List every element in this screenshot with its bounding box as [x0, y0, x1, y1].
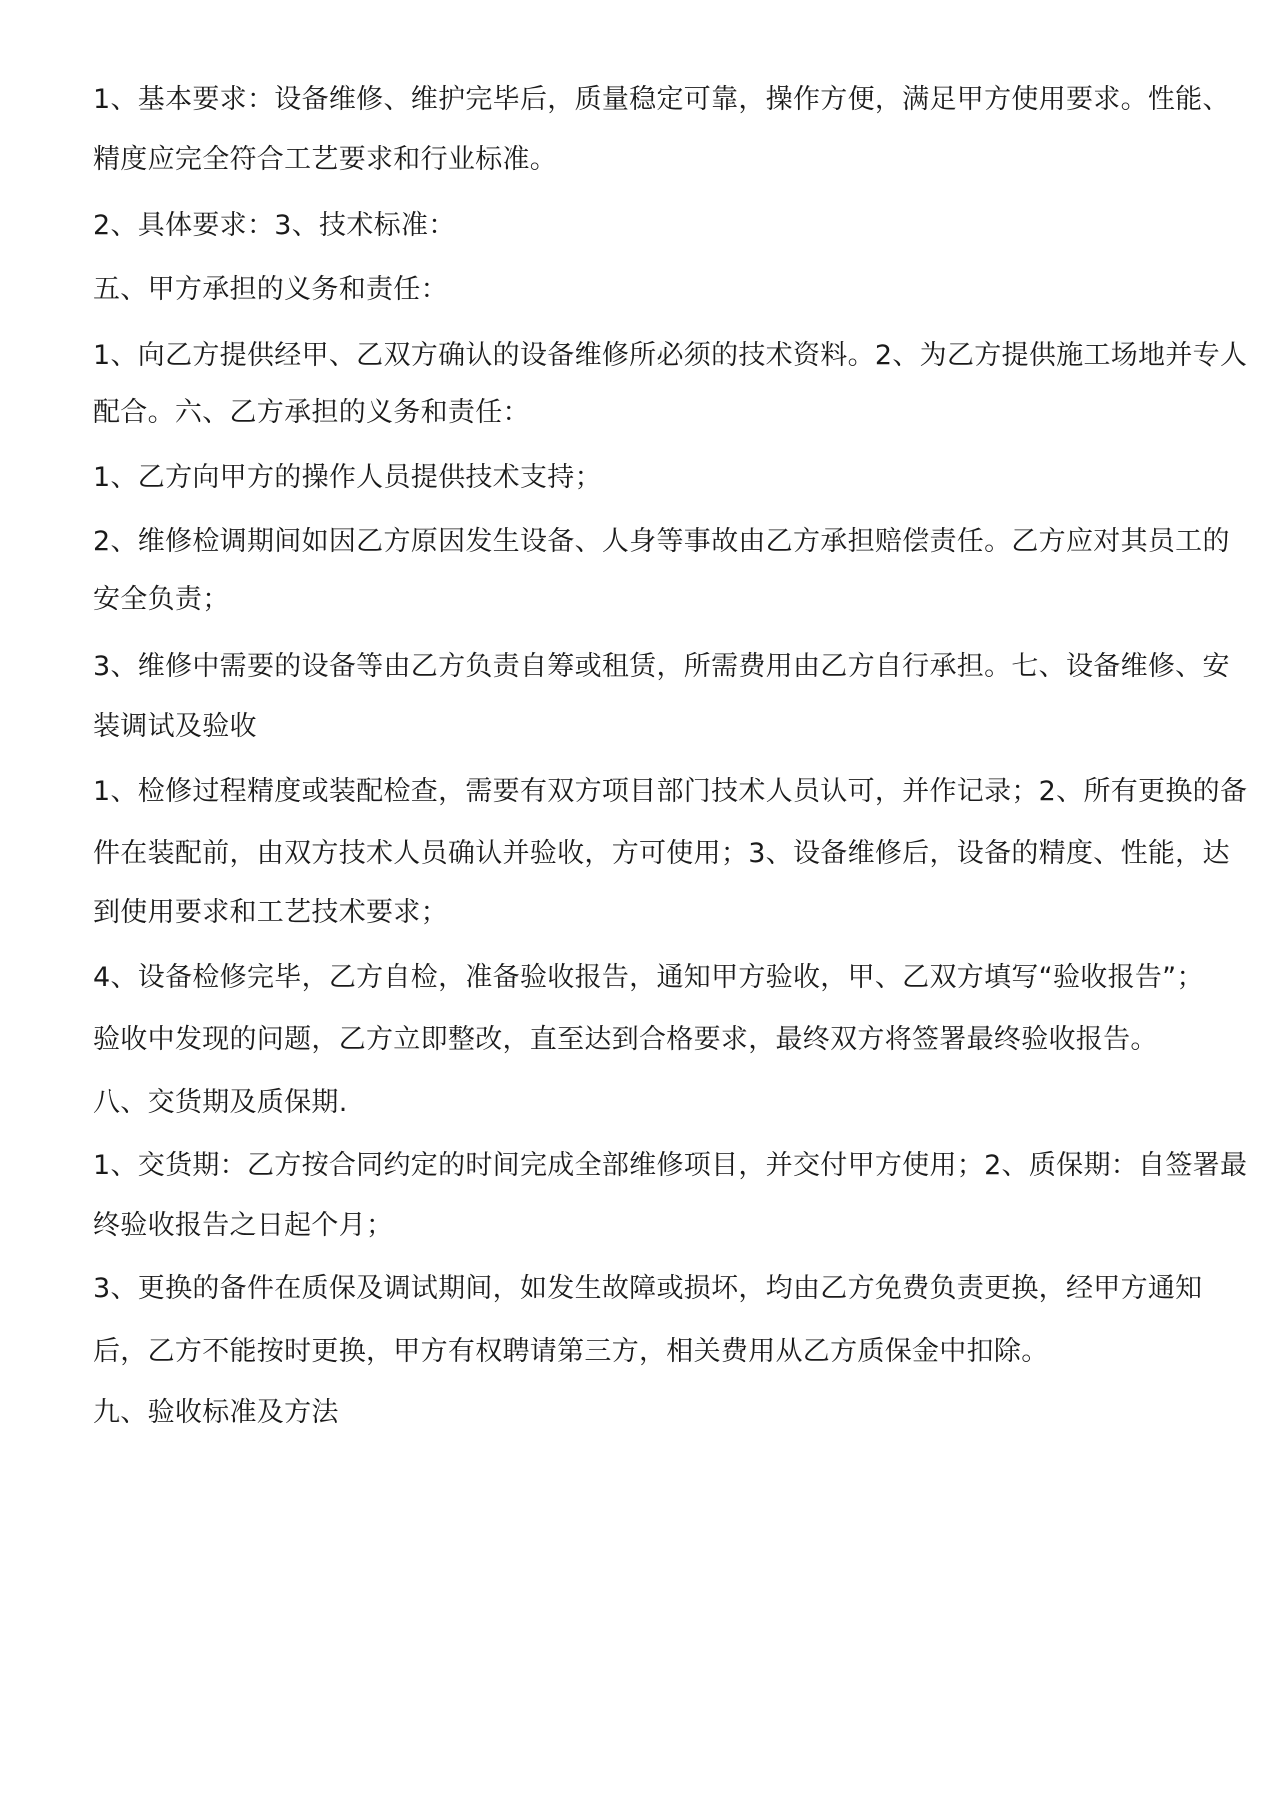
text-line: 到使用要求和工艺技术要求； — [93, 897, 448, 928]
text-line: 1、检修过程精度或装配检查，需要有双方项目部门技术人员认可，并作记录；2、所有更换的备 — [93, 776, 1248, 807]
text-line: 1、基本要求：设备维修、维护完毕后，质量稳定可靠，操作方便，满足甲方使用要求。性能、 — [93, 84, 1230, 115]
section-heading: 九、验收标准及方法 — [93, 1397, 339, 1428]
text-line: 终验收报告之日起个月； — [93, 1210, 394, 1241]
text-line: 2、具体要求：3、技术标准： — [93, 210, 456, 241]
text-line: 3、更换的备件在质保及调试期间，如发生故障或损坏，均由乙方免费负责更换，经甲方通知 — [93, 1273, 1203, 1304]
text-line: 2、维修检调期间如因乙方原因发生设备、人身等事故由乙方承担赔偿责任。乙方应对其员工的 — [93, 526, 1230, 557]
text-line: 后，乙方不能按时更换，甲方有权聘请第三方，相关费用从乙方质保金中扣除。 — [93, 1336, 1049, 1367]
text-line: 1、向乙方提供经甲、乙双方确认的设备维修所必须的技术资料。2、为乙方提供施工场地并专人 — [93, 340, 1248, 371]
text-line: 配合。六、乙方承担的义务和责任： — [93, 397, 530, 428]
section-heading: 八、交货期及质保期. — [93, 1087, 348, 1118]
text-line: 件在装配前，由双方技术人员确认并验收，方可使用；3、设备维修后，设备的精度、性能，达 — [93, 838, 1230, 869]
text-line: 1、乙方向甲方的操作人员提供技术支持； — [93, 462, 602, 493]
text-line: 安全负责； — [93, 584, 230, 615]
text-line: 精度应完全符合工艺要求和行业标准。 — [93, 144, 558, 175]
text-line: 验收中发现的问题，乙方立即整改，直至达到合格要求，最终双方将签署最终验收报告。 — [93, 1024, 1158, 1055]
text-line: 装调试及验收 — [93, 711, 257, 742]
text-line: 1、交货期：乙方按合同约定的时间完成全部维修项目，并交付甲方使用；2、质保期：自签署最 — [93, 1150, 1248, 1181]
section-heading: 五、甲方承担的义务和责任： — [93, 274, 448, 305]
text-line: 4、设备检修完毕，乙方自检，准备验收报告，通知甲方验收，甲、乙双方填写“验收报告”； — [93, 962, 1204, 993]
text-line: 3、维修中需要的设备等由乙方负责自筹或租赁，所需费用由乙方自行承担。七、设备维修、安 — [93, 651, 1230, 682]
